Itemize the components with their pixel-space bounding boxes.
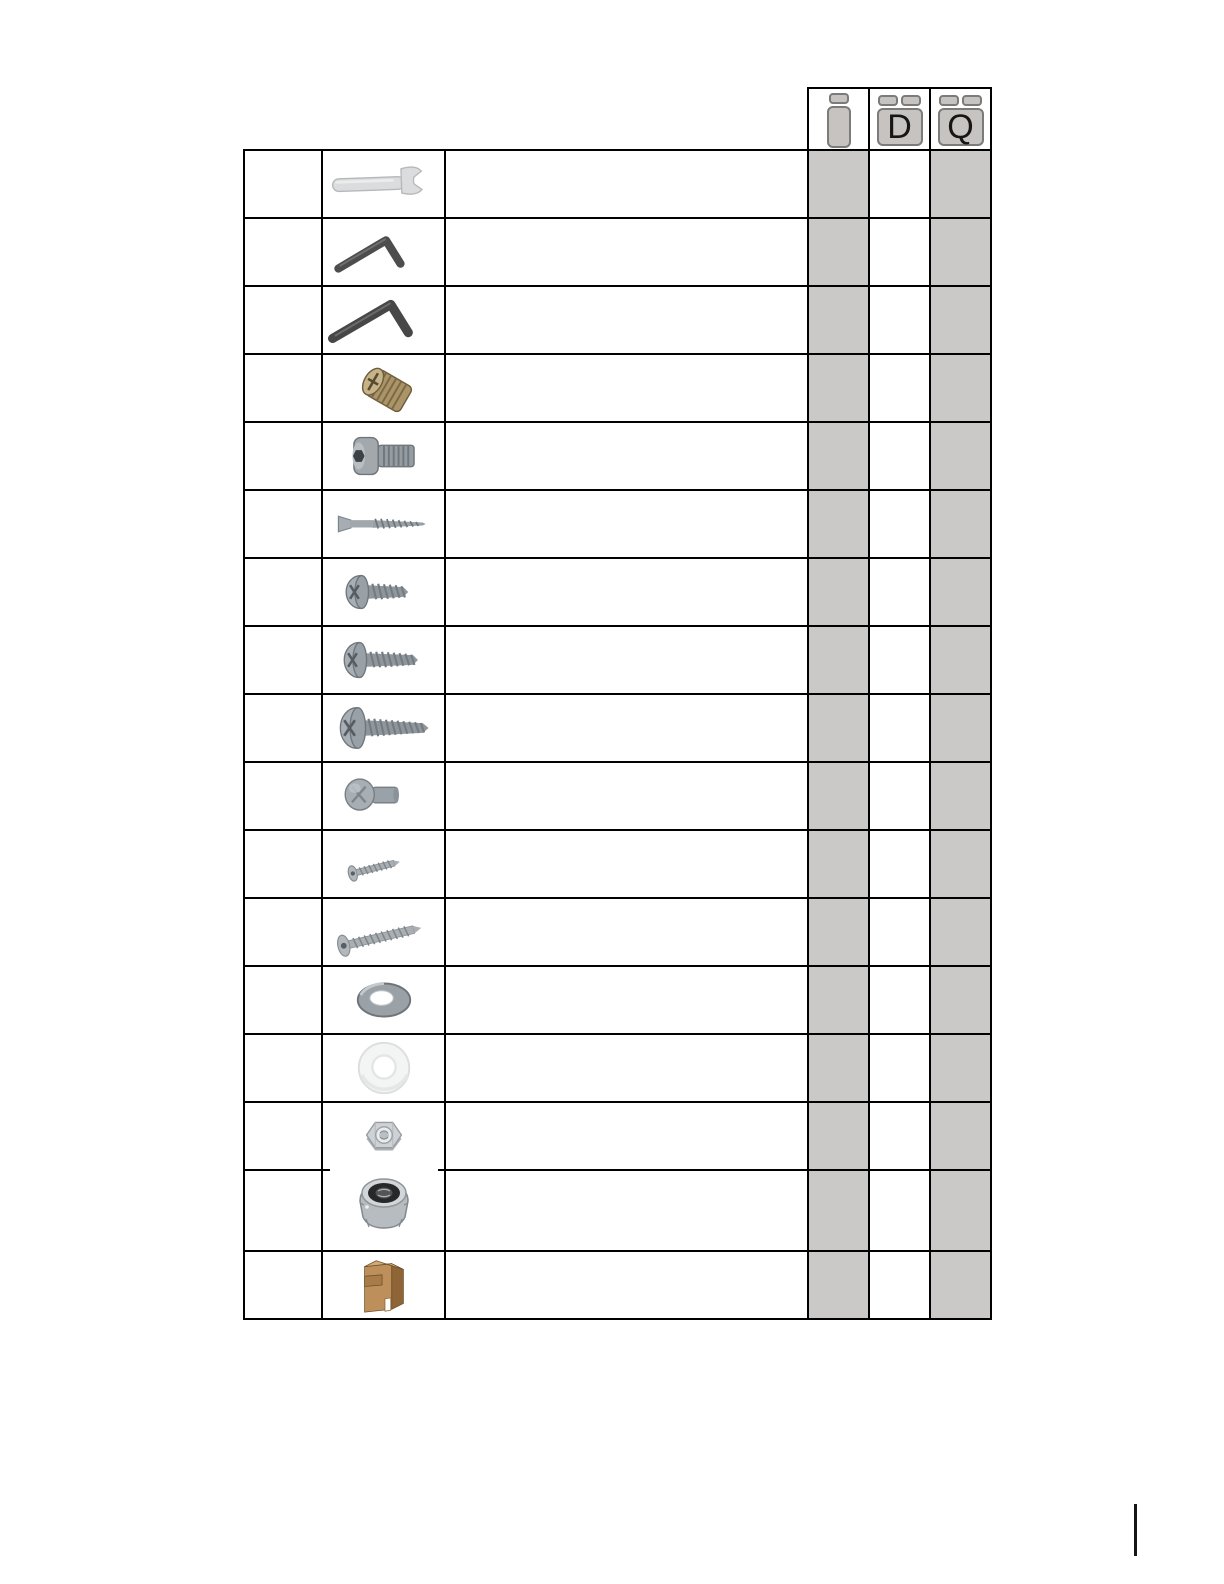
qty-single-cell: [808, 490, 869, 558]
hex-nut-icon: [325, 1104, 443, 1168]
single-mattress-icon: [827, 106, 851, 148]
description-cell: [445, 1170, 808, 1251]
table-row: [244, 490, 991, 558]
qty-double-cell: [869, 626, 930, 694]
cap-screw-icon: [325, 424, 443, 488]
wood-screw-icon: [325, 492, 443, 556]
pan-head-screw-icon: [325, 560, 443, 624]
qty-double-cell: [869, 1102, 930, 1170]
part-image-allen-key-small: [323, 220, 444, 284]
item-number-cell: [244, 966, 322, 1034]
qty-queen-cell: [930, 558, 991, 626]
description-cell: [445, 898, 808, 966]
description-cell: [445, 762, 808, 830]
description-cell: [445, 830, 808, 898]
part-image-flat-open-wrench: [323, 152, 444, 216]
part-image-wooden-block: [323, 1253, 444, 1317]
qty-queen-cell: [930, 1170, 991, 1251]
qty-double-cell: [869, 1034, 930, 1102]
barrel-insert-icon: [325, 356, 443, 420]
qty-queen-cell: [930, 218, 991, 286]
description-cell: [445, 422, 808, 490]
description-cell: [445, 558, 808, 626]
single-bed-icon: [827, 93, 851, 148]
column-header-queen: [930, 88, 991, 150]
part-image-flange-pan-head-screw-medium: [323, 628, 444, 692]
qty-single-cell: [808, 1102, 869, 1170]
qty-single-cell: [808, 762, 869, 830]
qty-queen-cell: [930, 490, 991, 558]
wooden-block-icon: [325, 1253, 443, 1317]
item-number-cell: [244, 762, 322, 830]
table-row: [244, 830, 991, 898]
qty-queen-cell: [930, 694, 991, 762]
qty-single-cell: [808, 558, 869, 626]
qty-double-cell: [869, 966, 930, 1034]
part-image-countersunk-screw-long: [323, 900, 444, 964]
pan-head-screw-icon: [325, 696, 443, 760]
part-image-flange-pan-head-screw-short: [323, 560, 444, 624]
hardware-parts-table: [243, 87, 992, 1320]
countersunk-screw-icon: [325, 832, 443, 896]
part-image-flange-pan-head-screw-long: [323, 696, 444, 760]
pillow-icon: [939, 95, 959, 106]
qty-queen-cell: [930, 626, 991, 694]
qty-single-cell: [808, 354, 869, 422]
qty-queen-cell: [930, 1251, 991, 1319]
qty-double-cell: [869, 286, 930, 354]
qty-double-cell: [869, 150, 930, 218]
description-cell: [445, 694, 808, 762]
table-row: [244, 898, 991, 966]
table-row: [244, 966, 991, 1034]
item-number-cell: [244, 1170, 322, 1251]
description-cell: [445, 490, 808, 558]
description-cell: [445, 1251, 808, 1319]
table-row: [244, 558, 991, 626]
description-cell: [445, 218, 808, 286]
qty-single-cell: [808, 422, 869, 490]
qty-single-cell: [808, 694, 869, 762]
item-number-cell: [244, 1251, 322, 1319]
qty-single-cell: [808, 1034, 869, 1102]
description-cell: [445, 1034, 808, 1102]
qty-double-cell: [869, 1170, 930, 1251]
item-number-cell: [244, 1034, 322, 1102]
round-head-bolt-icon: [325, 764, 443, 828]
table-row: [244, 1251, 991, 1319]
column-header-single: [808, 88, 869, 150]
qty-double-cell: [869, 762, 930, 830]
table-row: [244, 762, 991, 830]
description-cell: [445, 354, 808, 422]
part-image-threaded-barrel-insert: [323, 356, 444, 420]
part-image-nyloc-lock-nut: [330, 1163, 438, 1242]
item-number-cell: [244, 150, 322, 218]
flat-washer-icon: [325, 968, 443, 1032]
table-row: [244, 218, 991, 286]
item-number-cell: [244, 218, 322, 286]
item-number-cell: [244, 558, 322, 626]
qty-queen-cell: [930, 354, 991, 422]
qty-queen-cell: [930, 898, 991, 966]
part-image-round-head-bolt: [323, 764, 444, 828]
item-number-cell: [244, 694, 322, 762]
qty-queen-cell: [930, 286, 991, 354]
double-mattress-icon: [877, 108, 923, 146]
allen-key-icon: [325, 220, 443, 284]
table-row: [244, 1034, 991, 1102]
item-number-cell: [244, 286, 322, 354]
qty-double-cell: [869, 354, 930, 422]
description-cell: [445, 626, 808, 694]
lock-nut-icon: [336, 1163, 432, 1237]
queen-bed-icon: [938, 95, 984, 146]
part-image-allen-key-large: [323, 288, 444, 352]
part-image-countersunk-screw-small: [323, 832, 444, 896]
qty-double-cell: [869, 694, 930, 762]
qty-queen-cell: [930, 150, 991, 218]
part-image-hex-nut: [323, 1104, 444, 1168]
footer-page-edge-line: [1134, 1504, 1137, 1556]
qty-queen-cell: [930, 762, 991, 830]
pan-head-screw-icon: [325, 628, 443, 692]
column-header-double: [869, 88, 930, 150]
description-cell: [445, 1102, 808, 1170]
pillow-icon: [901, 95, 921, 106]
pillow-icon: [878, 95, 898, 106]
table-row: [244, 286, 991, 354]
pillow-icon: [829, 93, 849, 104]
qty-double-cell: [869, 218, 930, 286]
part-image-metal-flat-washer: [323, 968, 444, 1032]
item-number-cell: [244, 422, 322, 490]
nylon-washer-icon: [325, 1036, 443, 1100]
qty-single-cell: [808, 1170, 869, 1251]
pillow-icon: [962, 95, 982, 106]
qty-double-cell: [869, 830, 930, 898]
part-image-countersunk-wood-screw: [323, 492, 444, 556]
description-cell: [445, 286, 808, 354]
qty-single-cell: [808, 150, 869, 218]
description-cell: [445, 150, 808, 218]
qty-single-cell: [808, 1251, 869, 1319]
qty-queen-cell: [930, 1102, 991, 1170]
qty-queen-cell: [930, 1034, 991, 1102]
qty-double-cell: [869, 422, 930, 490]
qty-queen-cell: [930, 830, 991, 898]
qty-single-cell: [808, 898, 869, 966]
countersunk-screw-icon: [325, 900, 443, 964]
table-row: [244, 422, 991, 490]
item-number-cell: [244, 626, 322, 694]
qty-queen-cell: [930, 966, 991, 1034]
qty-single-cell: [808, 830, 869, 898]
qty-double-cell: [869, 558, 930, 626]
table-row: [244, 150, 991, 218]
table-row: [244, 1102, 991, 1170]
item-number-cell: [244, 354, 322, 422]
qty-double-cell: [869, 898, 930, 966]
flat-open-wrench-icon: [325, 152, 443, 216]
qty-single-cell: [808, 218, 869, 286]
header-spacer: [244, 88, 808, 150]
queen-mattress-icon: [938, 108, 984, 146]
qty-double-cell: [869, 490, 930, 558]
item-number-cell: [244, 490, 322, 558]
double-bed-icon: [877, 95, 923, 146]
allen-key-icon: [325, 288, 443, 352]
item-number-cell: [244, 898, 322, 966]
qty-queen-cell: [930, 422, 991, 490]
qty-double-cell: [869, 1251, 930, 1319]
part-image-nylon-washer: [323, 1036, 444, 1100]
table-row: [244, 694, 991, 762]
queen-size-letter: Q: [947, 107, 974, 146]
double-size-letter: D: [887, 107, 912, 146]
table-row: [244, 354, 991, 422]
size-header-row: [244, 88, 991, 150]
qty-single-cell: [808, 626, 869, 694]
part-image-socket-head-cap-screw: [323, 424, 444, 488]
qty-single-cell: [808, 286, 869, 354]
item-number-cell: [244, 830, 322, 898]
table-row: [244, 1170, 991, 1251]
qty-single-cell: [808, 966, 869, 1034]
table-row: [244, 626, 991, 694]
description-cell: [445, 966, 808, 1034]
item-number-cell: [244, 1102, 322, 1170]
